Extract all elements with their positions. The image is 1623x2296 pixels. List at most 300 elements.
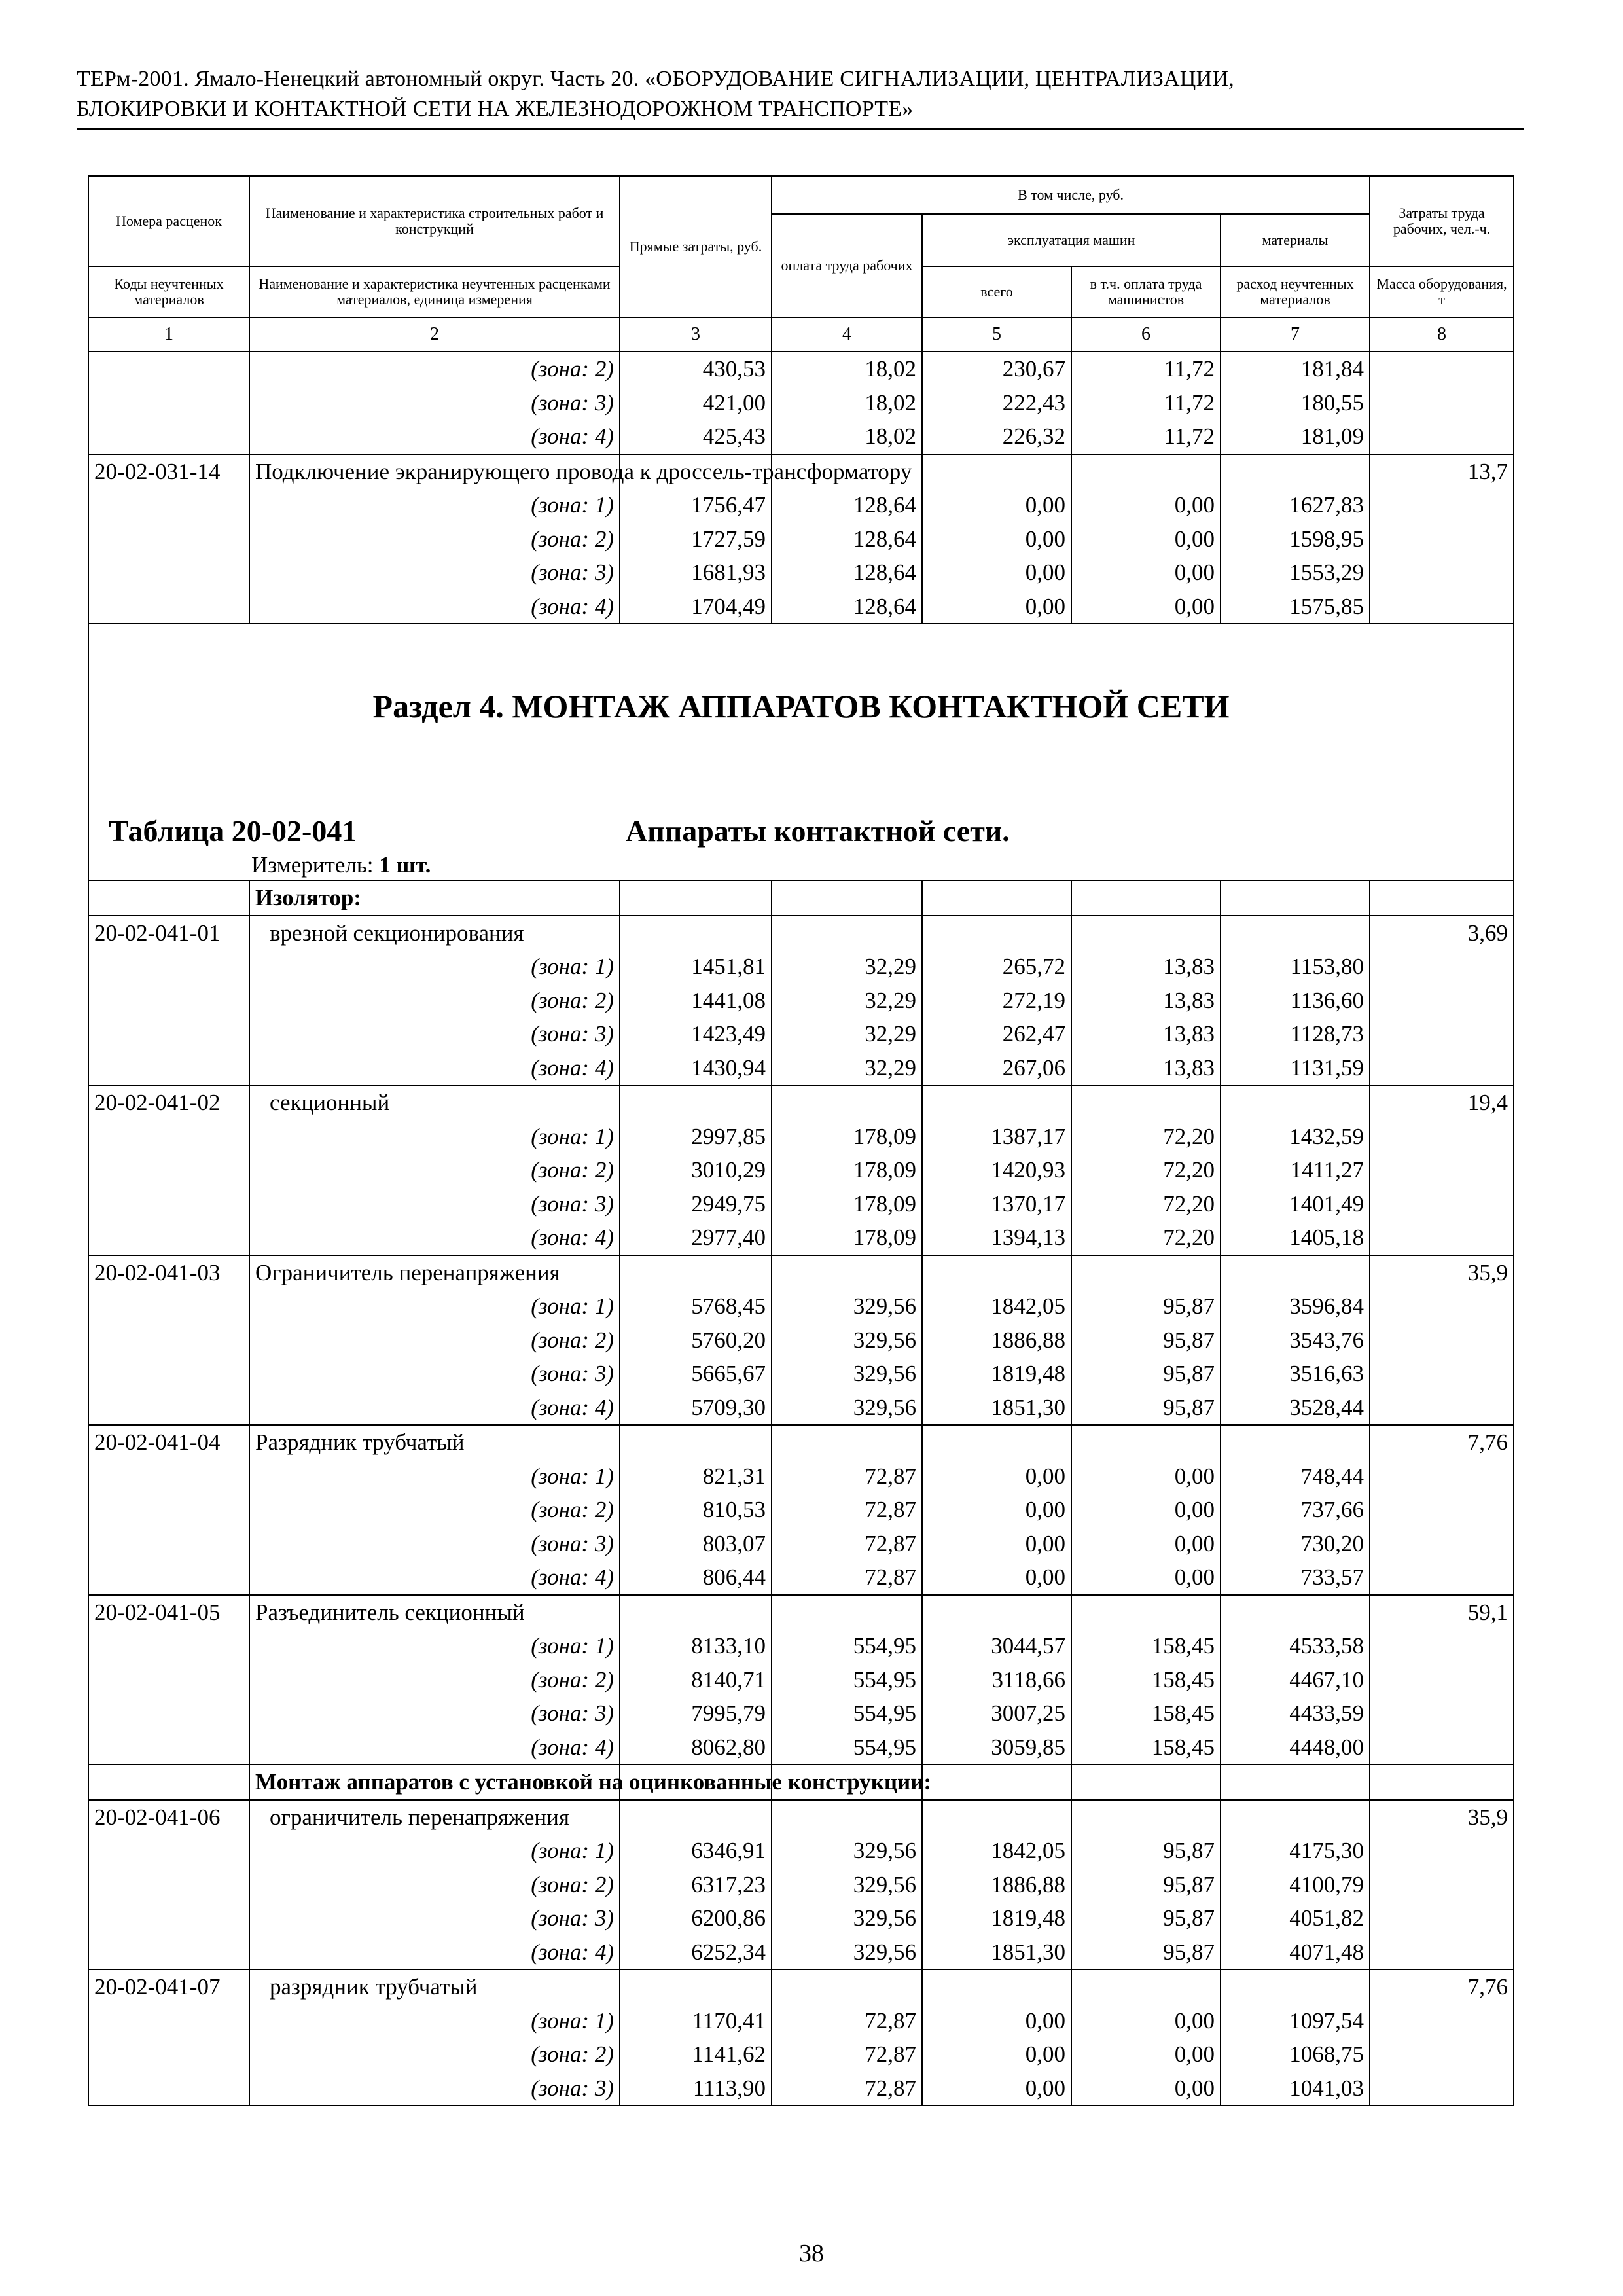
empty-value <box>1221 916 1370 950</box>
materials-value: 4071,48 <box>1221 1935 1370 1970</box>
zone-label: (зона: 4) <box>249 1391 620 1426</box>
empty-value <box>922 1255 1071 1290</box>
machinist-pay-value: 11,72 <box>1071 420 1221 454</box>
mass-value <box>1370 1017 1514 1051</box>
empty-value <box>620 1969 772 2004</box>
empty-value <box>1221 880 1370 916</box>
worker-pay-value: 72,87 <box>772 2037 922 2072</box>
materials-value: 180,55 <box>1221 386 1370 420</box>
zone-label: (зона: 2) <box>249 1663 620 1697</box>
zone-row <box>88 556 1514 590</box>
column-number: 5 <box>922 317 1071 351</box>
direct-cost-value: 8062,80 <box>620 1731 772 1765</box>
machines-total-value: 1842,05 <box>922 1834 1071 1868</box>
machines-total-value: 1394,13 <box>922 1221 1071 1255</box>
materials-value: 733,57 <box>1221 1560 1370 1595</box>
section-title: Раздел 4. МОНТАЖ АППАРАТОВ КОНТАКТНОЙ СЕТИ <box>372 688 1230 725</box>
machines-total-value: 3044,57 <box>922 1629 1071 1663</box>
head-including: В том числе, руб. <box>772 176 1370 214</box>
direct-cost-value: 3010,29 <box>620 1153 772 1187</box>
machines-total-value: 230,67 <box>922 351 1071 386</box>
column-number-row <box>88 317 1514 351</box>
worker-pay-value: 72,87 <box>772 1493 922 1527</box>
empty-value <box>772 1800 922 1835</box>
worker-pay-value: 554,95 <box>772 1696 922 1731</box>
worker-pay-value: 128,64 <box>772 488 922 522</box>
rate-code-cell <box>88 1391 249 1426</box>
section-header-row <box>88 624 1514 880</box>
zone-label: (зона: 4) <box>249 1221 620 1255</box>
zone-label: (зона: 3) <box>249 386 620 420</box>
worker-pay-value: 329,56 <box>772 1935 922 1970</box>
labor-mass-value: 19,4 <box>1370 1085 1514 1120</box>
head-material-names: Наименование и характеристика неучтенных расценками материалов, единица измерения <box>249 266 620 317</box>
direct-cost-value: 5768,45 <box>620 1289 772 1323</box>
rate-code-cell <box>88 1731 249 1765</box>
direct-cost-value: 5665,67 <box>620 1357 772 1391</box>
rate-code-cell <box>88 1153 249 1187</box>
rate-name: разрядник трубчатый <box>249 1969 620 2004</box>
zone-label: (зона: 4) <box>249 1935 620 1970</box>
zone-row <box>88 386 1514 420</box>
rate-code-cell <box>88 1834 249 1868</box>
empty-value <box>620 1085 772 1120</box>
direct-cost-value: 2977,40 <box>620 1221 772 1255</box>
zone-row <box>88 1935 1514 1970</box>
rate-name: Подключение экранирующего провода к дроссель-трансформатору <box>249 454 620 489</box>
worker-pay-value: 18,02 <box>772 386 922 420</box>
zone-label: (зона: 2) <box>249 1323 620 1357</box>
rate-code-cell <box>88 1289 249 1323</box>
worker-pay-value: 329,56 <box>772 1391 922 1426</box>
empty-value <box>922 1425 1071 1460</box>
worker-pay-value: 32,29 <box>772 950 922 984</box>
head-work-name: Наименование и характеристика строительных работ и конструкций <box>249 176 620 266</box>
worker-pay-value: 178,09 <box>772 1221 922 1255</box>
zone-row <box>88 1017 1514 1051</box>
rate-code-cell <box>88 1868 249 1902</box>
zone-label: (зона: 3) <box>249 1357 620 1391</box>
machines-total-value: 0,00 <box>922 2037 1071 2072</box>
empty-value <box>1221 1425 1370 1460</box>
head-material-codes: Коды неучтенных материалов <box>88 266 249 317</box>
direct-cost-value: 1451,81 <box>620 950 772 984</box>
zone-label: (зона: 2) <box>249 1493 620 1527</box>
machinist-pay-value: 72,20 <box>1071 1187 1221 1221</box>
empty-value <box>922 880 1071 916</box>
rate-code-cell <box>88 1357 249 1391</box>
machines-total-value: 272,19 <box>922 984 1071 1018</box>
materials-value: 4051,82 <box>1221 1901 1370 1935</box>
rate-title-row <box>88 1255 1514 1290</box>
empty-value <box>772 916 922 950</box>
empty-value <box>922 1595 1071 1630</box>
mass-value <box>1370 1357 1514 1391</box>
zone-label: (зона: 1) <box>249 2004 620 2038</box>
rate-title-row <box>88 1969 1514 2004</box>
empty-value <box>922 1800 1071 1835</box>
empty-value <box>772 1969 922 2004</box>
head-worker-pay: оплата труда рабочих <box>772 214 922 317</box>
zone-row <box>88 1153 1514 1187</box>
machinist-pay-value: 95,87 <box>1071 1391 1221 1426</box>
mass-value <box>1370 1221 1514 1255</box>
table-number: Таблица 20-02-041 <box>109 814 357 848</box>
machines-total-value: 0,00 <box>922 1560 1071 1595</box>
machinist-pay-value: 158,45 <box>1071 1663 1221 1697</box>
materials-value: 730,20 <box>1221 1527 1370 1561</box>
rate-code-cell <box>88 1493 249 1527</box>
group-title-row <box>88 1765 1514 1800</box>
rate-code-cell <box>88 1935 249 1970</box>
mass-value <box>1370 880 1514 916</box>
zone-row <box>88 522 1514 556</box>
machinist-pay-value: 0,00 <box>1071 2037 1221 2072</box>
mass-value <box>1370 556 1514 590</box>
machinist-pay-value: 0,00 <box>1071 1560 1221 1595</box>
rate-code: 20-02-041-05 <box>88 1595 249 1630</box>
worker-pay-value: 72,87 <box>772 1560 922 1595</box>
empty-value <box>772 1595 922 1630</box>
direct-cost-value: 1141,62 <box>620 2037 772 2072</box>
machinist-pay-value: 13,83 <box>1071 984 1221 1018</box>
rate-code: 20-02-041-07 <box>88 1969 249 2004</box>
mass-value <box>1370 2004 1514 2038</box>
head-machines-total: всего <box>922 266 1071 317</box>
empty-value <box>772 1085 922 1120</box>
zone-row <box>88 1527 1514 1561</box>
machines-total-value: 0,00 <box>922 590 1071 624</box>
machinist-pay-value: 0,00 <box>1071 1493 1221 1527</box>
mass-value <box>1370 1868 1514 1902</box>
worker-pay-value: 18,02 <box>772 420 922 454</box>
machines-total-value: 0,00 <box>922 522 1071 556</box>
running-header <box>77 64 1524 124</box>
zone-label: (зона: 3) <box>249 1017 620 1051</box>
worker-pay-value: 554,95 <box>772 1731 922 1765</box>
machines-total-value: 262,47 <box>922 1017 1071 1051</box>
machines-total-value: 0,00 <box>922 556 1071 590</box>
empty-value <box>620 880 772 916</box>
empty-value <box>1071 1595 1221 1630</box>
materials-value: 1097,54 <box>1221 2004 1370 2038</box>
rate-code-cell <box>88 2004 249 2038</box>
running-header-line-2: БЛОКИРОВКИ И КОНТАКТНОЙ СЕТИ НА ЖЕЛЕЗНОДОРОЖНОМ ТРАНСПОРТЕ» <box>77 97 914 121</box>
machines-total-value: 226,32 <box>922 420 1071 454</box>
mass-value <box>1370 1935 1514 1970</box>
rate-code-cell <box>88 984 249 1018</box>
zone-row <box>88 2037 1514 2072</box>
measure-unit <box>251 851 431 880</box>
rate-code: 20-02-041-04 <box>88 1425 249 1460</box>
labor-mass-value: 3,69 <box>1370 916 1514 950</box>
direct-cost-value: 806,44 <box>620 1560 772 1595</box>
worker-pay-value: 128,64 <box>772 556 922 590</box>
rates-table <box>88 175 1514 2106</box>
machinist-pay-value: 0,00 <box>1071 1527 1221 1561</box>
column-number: 6 <box>1071 317 1221 351</box>
materials-value: 1598,95 <box>1221 522 1370 556</box>
machines-total-value: 1886,88 <box>922 1323 1071 1357</box>
rate-name: Разрядник трубчатый <box>249 1425 620 1460</box>
zone-row <box>88 1629 1514 1663</box>
worker-pay-value: 329,56 <box>772 1901 922 1935</box>
worker-pay-value: 178,09 <box>772 1187 922 1221</box>
worker-pay-value: 32,29 <box>772 984 922 1018</box>
header-rule <box>77 128 1524 130</box>
direct-cost-value: 2997,85 <box>620 1120 772 1154</box>
direct-cost-value: 1170,41 <box>620 2004 772 2038</box>
rate-code-cell <box>88 880 249 916</box>
rate-code-cell <box>88 1187 249 1221</box>
rate-code-cell <box>88 1527 249 1561</box>
zone-row <box>88 351 1514 386</box>
empty-value <box>1221 454 1370 489</box>
materials-value: 1575,85 <box>1221 590 1370 624</box>
mass-value <box>1370 1834 1514 1868</box>
labor-mass-value: 13,7 <box>1370 454 1514 489</box>
zone-row <box>88 1051 1514 1086</box>
empty-value <box>1071 880 1221 916</box>
empty-value <box>620 916 772 950</box>
empty-value <box>620 1595 772 1630</box>
rate-code-cell <box>88 1901 249 1935</box>
materials-value: 1401,49 <box>1221 1187 1370 1221</box>
machinist-pay-value: 11,72 <box>1071 351 1221 386</box>
zone-row <box>88 1187 1514 1221</box>
machines-total-value: 1387,17 <box>922 1120 1071 1154</box>
rate-code-cell <box>88 950 249 984</box>
machines-total-value: 265,72 <box>922 950 1071 984</box>
empty-value <box>1071 1085 1221 1120</box>
mass-value <box>1370 1323 1514 1357</box>
measure-label: Измеритель: <box>251 852 374 878</box>
worker-pay-value: 329,56 <box>772 1289 922 1323</box>
machines-total-value: 1420,93 <box>922 1153 1071 1187</box>
rate-code-cell <box>88 1221 249 1255</box>
machinist-pay-value: 0,00 <box>1071 556 1221 590</box>
machinist-pay-value: 158,45 <box>1071 1629 1221 1663</box>
empty-value <box>922 1765 1071 1800</box>
machinist-pay-value: 13,83 <box>1071 1017 1221 1051</box>
empty-value <box>1071 1969 1221 2004</box>
zone-row <box>88 1289 1514 1323</box>
zone-row <box>88 1696 1514 1731</box>
rate-code-cell <box>88 1560 249 1595</box>
group-title: Изолятор: <box>249 880 620 916</box>
zone-row <box>88 1323 1514 1357</box>
direct-cost-value: 1727,59 <box>620 522 772 556</box>
mass-value <box>1370 1187 1514 1221</box>
worker-pay-value: 178,09 <box>772 1153 922 1187</box>
machinist-pay-value: 72,20 <box>1071 1153 1221 1187</box>
empty-value <box>922 916 1071 950</box>
zone-label: (зона: 4) <box>249 420 620 454</box>
mass-value <box>1370 1765 1514 1800</box>
materials-value: 181,84 <box>1221 351 1370 386</box>
worker-pay-value: 329,56 <box>772 1834 922 1868</box>
rate-code: 20-02-041-03 <box>88 1255 249 1290</box>
machines-total-value: 3007,25 <box>922 1696 1071 1731</box>
worker-pay-value: 128,64 <box>772 522 922 556</box>
machines-total-value: 3118,66 <box>922 1663 1071 1697</box>
materials-value: 3528,44 <box>1221 1391 1370 1426</box>
measure-value: 1 шт. <box>379 852 431 878</box>
direct-cost-value: 810,53 <box>620 1493 772 1527</box>
zone-label: (зона: 4) <box>249 1731 620 1765</box>
zone-row <box>88 1391 1514 1426</box>
rate-title-row <box>88 454 1514 489</box>
machinist-pay-value: 95,87 <box>1071 1868 1221 1902</box>
zone-row <box>88 2072 1514 2106</box>
mass-value <box>1370 1120 1514 1154</box>
empty-value <box>1071 916 1221 950</box>
materials-value: 1405,18 <box>1221 1221 1370 1255</box>
mass-value <box>1370 1391 1514 1426</box>
mass-value <box>1370 1560 1514 1595</box>
zone-row <box>88 590 1514 624</box>
head-rate-numbers: Номера расценок <box>88 176 249 266</box>
zone-label: (зона: 2) <box>249 984 620 1018</box>
rate-name: ограничитель перенапряжения <box>249 1800 620 1835</box>
mass-value <box>1370 420 1514 454</box>
empty-value <box>1221 1969 1370 2004</box>
machinist-pay-value: 0,00 <box>1071 2004 1221 2038</box>
rate-code-cell <box>88 1460 249 1494</box>
column-number: 7 <box>1221 317 1370 351</box>
rate-name: Разъединитель секционный <box>249 1595 620 1630</box>
zone-row <box>88 1834 1514 1868</box>
zone-row <box>88 984 1514 1018</box>
mass-value <box>1370 1153 1514 1187</box>
zone-label: (зона: 3) <box>249 1187 620 1221</box>
zone-label: (зона: 2) <box>249 1153 620 1187</box>
materials-value: 3596,84 <box>1221 1289 1370 1323</box>
machines-total-value: 222,43 <box>922 386 1071 420</box>
machines-total-value: 1886,88 <box>922 1868 1071 1902</box>
head-machinist-pay: в т.ч. оплата труда машинистов <box>1071 266 1221 317</box>
worker-pay-value: 329,56 <box>772 1357 922 1391</box>
materials-value: 4533,58 <box>1221 1629 1370 1663</box>
materials-value: 748,44 <box>1221 1460 1370 1494</box>
machines-total-value: 1842,05 <box>922 1289 1071 1323</box>
mass-value <box>1370 590 1514 624</box>
zone-label: (зона: 1) <box>249 1120 620 1154</box>
machines-total-value: 0,00 <box>922 488 1071 522</box>
rate-code-cell <box>88 420 249 454</box>
empty-value <box>620 1800 772 1835</box>
head-materials: материалы <box>1221 214 1370 266</box>
machines-total-value: 1370,17 <box>922 1187 1071 1221</box>
materials-value: 1627,83 <box>1221 488 1370 522</box>
worker-pay-value: 554,95 <box>772 1663 922 1697</box>
zone-row <box>88 1868 1514 1902</box>
rate-code-cell <box>88 1663 249 1697</box>
zone-row <box>88 1221 1514 1255</box>
machinist-pay-value: 0,00 <box>1071 590 1221 624</box>
empty-value <box>1221 1800 1370 1835</box>
direct-cost-value: 1704,49 <box>620 590 772 624</box>
materials-value: 737,66 <box>1221 1493 1370 1527</box>
worker-pay-value: 178,09 <box>772 1120 922 1154</box>
labor-mass-value: 7,76 <box>1370 1425 1514 1460</box>
empty-value <box>1221 1765 1370 1800</box>
rate-code-cell <box>88 1765 249 1800</box>
rate-name: Ограничитель перенапряжения <box>249 1255 620 1290</box>
machines-total-value: 0,00 <box>922 1527 1071 1561</box>
column-number: 8 <box>1370 317 1514 351</box>
labor-mass-value: 35,9 <box>1370 1255 1514 1290</box>
head-material-usage: расход неучтенных материалов <box>1221 266 1370 317</box>
machinist-pay-value: 72,20 <box>1071 1120 1221 1154</box>
mass-value <box>1370 522 1514 556</box>
mass-value <box>1370 1460 1514 1494</box>
direct-cost-value: 1441,08 <box>620 984 772 1018</box>
page-number: 38 <box>799 2240 824 2267</box>
zone-label: (зона: 2) <box>249 2037 620 2072</box>
materials-value: 181,09 <box>1221 420 1370 454</box>
mass-value <box>1370 386 1514 420</box>
rate-code-cell <box>88 1120 249 1154</box>
empty-value <box>1071 1800 1221 1835</box>
worker-pay-value: 554,95 <box>772 1629 922 1663</box>
materials-value: 4467,10 <box>1221 1663 1370 1697</box>
rate-code-cell <box>88 2072 249 2106</box>
labor-mass-value: 35,9 <box>1370 1800 1514 1835</box>
zone-label: (зона: 1) <box>249 1629 620 1663</box>
empty-value <box>772 880 922 916</box>
zone-label: (зона: 1) <box>249 1460 620 1494</box>
zone-row <box>88 2004 1514 2038</box>
mass-value <box>1370 950 1514 984</box>
materials-value: 4448,00 <box>1221 1731 1370 1765</box>
machines-total-value: 0,00 <box>922 1493 1071 1527</box>
rate-title-row <box>88 1085 1514 1120</box>
materials-value: 1131,59 <box>1221 1051 1370 1086</box>
worker-pay-value: 72,87 <box>772 1527 922 1561</box>
empty-value <box>620 1255 772 1290</box>
direct-cost-value: 821,31 <box>620 1460 772 1494</box>
zone-label: (зона: 2) <box>249 522 620 556</box>
group-title: Монтаж аппаратов с установкой на оцинкованные конструкции: <box>249 1765 620 1800</box>
mass-value <box>1370 488 1514 522</box>
zone-label: (зона: 1) <box>249 950 620 984</box>
materials-value: 1128,73 <box>1221 1017 1370 1051</box>
machinist-pay-value: 0,00 <box>1071 522 1221 556</box>
worker-pay-value: 32,29 <box>772 1017 922 1051</box>
rate-code-cell <box>88 556 249 590</box>
direct-cost-value: 6346,91 <box>620 1834 772 1868</box>
rate-code: 20-02-041-01 <box>88 916 249 950</box>
zone-label: (зона: 4) <box>249 590 620 624</box>
rate-code-cell <box>88 1017 249 1051</box>
zone-row <box>88 1731 1514 1765</box>
machinist-pay-value: 95,87 <box>1071 1935 1221 1970</box>
table-name: Аппараты контактной сети. <box>626 814 1010 848</box>
direct-cost-value: 1113,90 <box>620 2072 772 2106</box>
zone-label: (зона: 3) <box>249 556 620 590</box>
zone-row <box>88 1357 1514 1391</box>
zone-label: (зона: 3) <box>249 1696 620 1731</box>
materials-value: 1041,03 <box>1221 2072 1370 2106</box>
machinist-pay-value: 158,45 <box>1071 1696 1221 1731</box>
column-number: 4 <box>772 317 922 351</box>
machinist-pay-value: 95,87 <box>1071 1834 1221 1868</box>
direct-cost-value: 8140,71 <box>620 1663 772 1697</box>
materials-value: 1553,29 <box>1221 556 1370 590</box>
worker-pay-value: 72,87 <box>772 1460 922 1494</box>
rate-code-cell <box>88 1051 249 1086</box>
